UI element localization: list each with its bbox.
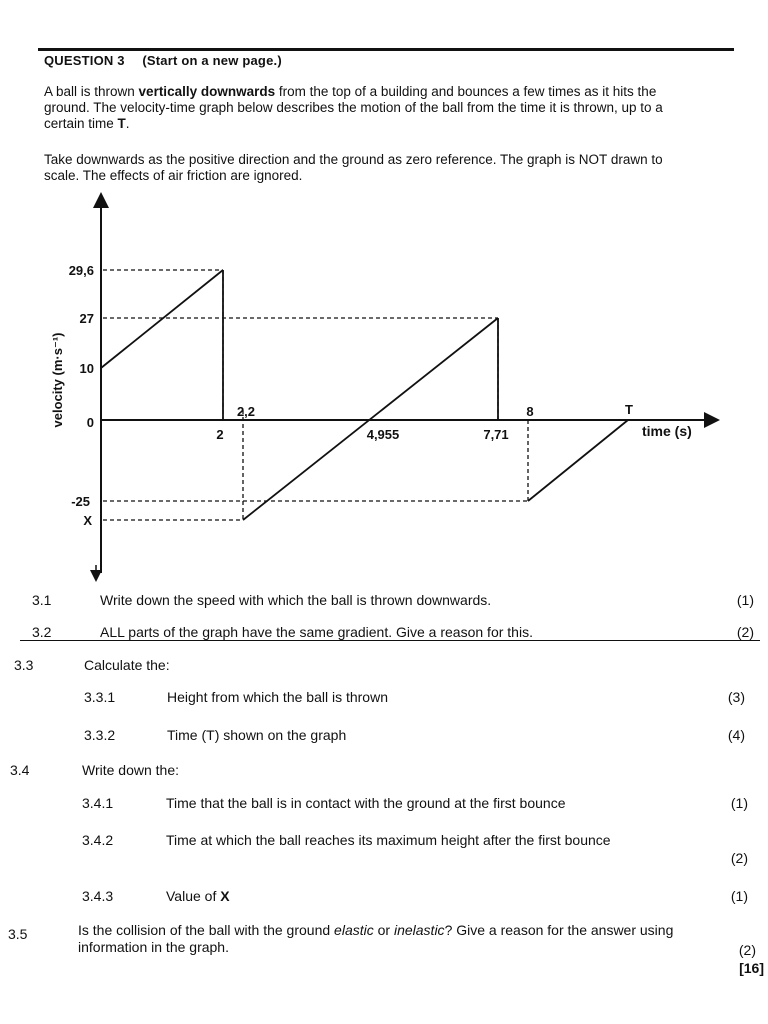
- intro-paragraph: [44, 84, 694, 132]
- q-3-5-marks: (2): [738, 942, 756, 958]
- q-3-3-text: Calculate the:: [84, 657, 170, 673]
- q-3-5-text: [78, 922, 708, 956]
- q-3-3-2-marks: (4): [727, 727, 745, 743]
- q-3-2-text: ALL parts of the graph have the same gradient. Give a reason for this.: [100, 624, 533, 640]
- q-3-4-2-number: 3.4.2: [82, 832, 114, 848]
- q-3-3-2-number: 3.3.2: [84, 727, 116, 743]
- q-3-4-number: 3.4: [10, 762, 30, 778]
- q-3-4-text: Write down the:: [82, 762, 180, 778]
- intro-T: T: [117, 116, 126, 131]
- q-3-5-text-d: ? Give a reason for the answer using information in the graph.: [78, 922, 674, 955]
- question-number: QUESTION 3: [44, 53, 125, 68]
- q-3-5-number: 3.5: [8, 926, 28, 942]
- top-rule: [38, 48, 734, 51]
- y-axis-label: velocity (m·s⁻¹): [50, 332, 65, 428]
- q-3-4-2-text: Time at which the ball reaches its maximum height after the first bounce: [166, 832, 611, 848]
- q-3-4-2-marks: (2): [730, 850, 748, 866]
- q-3-3-1-text: Height from which the ball is thrown: [167, 689, 388, 705]
- y-tick-X: X: [83, 513, 92, 528]
- question-title: [44, 53, 282, 68]
- q-3-3-2-text: Time (T) shown on the graph: [167, 727, 347, 743]
- y-tick-10: 10: [79, 361, 94, 376]
- q-3-5-inelastic: inelastic: [393, 922, 445, 938]
- segment-3: [528, 420, 628, 501]
- x-tick-2: 2: [216, 427, 224, 442]
- intro-bold: vertically downwards: [138, 84, 276, 99]
- q-3-2-marks: (2): [736, 624, 754, 640]
- q-3-4-3-text: [166, 888, 686, 905]
- dashed-guides: [103, 270, 528, 520]
- x-tick-2-2: 2,2: [236, 404, 256, 419]
- q-3-4-3-X: X: [220, 888, 230, 904]
- q-3-4-3-marks: (1): [730, 888, 748, 904]
- intro-text-a: A ball is thrown: [44, 84, 139, 99]
- q-3-2-underline: [20, 640, 760, 641]
- y-tick-minus-25: -25: [71, 494, 90, 509]
- total-marks: [16]: [739, 960, 764, 976]
- q-3-5-text-a: Is the collision of the ball with the ground: [78, 922, 335, 938]
- intro-text-b: from the top of a building and bounces a few times as it hits the ground. The velocity-time graph below describes the motion of the ball from the time it is thrown, up to a certain time: [44, 84, 663, 131]
- y-tick-29-6: 29,6: [68, 263, 94, 278]
- velocity-time-graph: [0, 190, 768, 585]
- q-3-3-1-marks: (3): [727, 689, 745, 705]
- q-3-4-1-marks: (1): [730, 795, 748, 811]
- segment-1: [101, 270, 223, 368]
- instructions-paragraph: Take downwards as the positive direction and the ground as zero reference. The graph is NOT drawn to scale. The effects of air friction are ignored.: [44, 152, 663, 183]
- q-3-5-text-or: or: [373, 922, 394, 938]
- x-axis-label: time (s): [642, 423, 692, 439]
- q-3-4-3-number: 3.4.3: [82, 888, 114, 904]
- y-tick-0: 0: [86, 415, 94, 430]
- q-3-1-text: Write down the speed with which the ball is thrown downwards.: [100, 592, 492, 608]
- q-3-1-marks: (1): [736, 592, 754, 608]
- q-3-5-elastic: elastic: [334, 922, 374, 938]
- x-tick-4-955: 4,955: [366, 427, 400, 442]
- q-3-3-1-number: 3.3.1: [84, 689, 116, 705]
- q-3-2-number: 3.2: [32, 624, 52, 640]
- q-3-3-number: 3.3: [14, 657, 34, 673]
- q-3-1-number: 3.1: [32, 592, 52, 608]
- x-tick-T: T: [625, 402, 633, 417]
- question-note: (Start on a new page.): [142, 53, 282, 68]
- x-tick-8: 8: [526, 404, 534, 419]
- q-3-4-1-text: Time that the ball is in contact with the ground at the first bounce: [166, 795, 566, 811]
- q-3-4-3-text-a: Value of: [166, 888, 221, 904]
- y-tick-27: 27: [79, 311, 94, 326]
- x-tick-7-71: 7,71: [483, 427, 509, 442]
- q-3-4-1-number: 3.4.1: [82, 795, 114, 811]
- intro-end: .: [125, 116, 130, 131]
